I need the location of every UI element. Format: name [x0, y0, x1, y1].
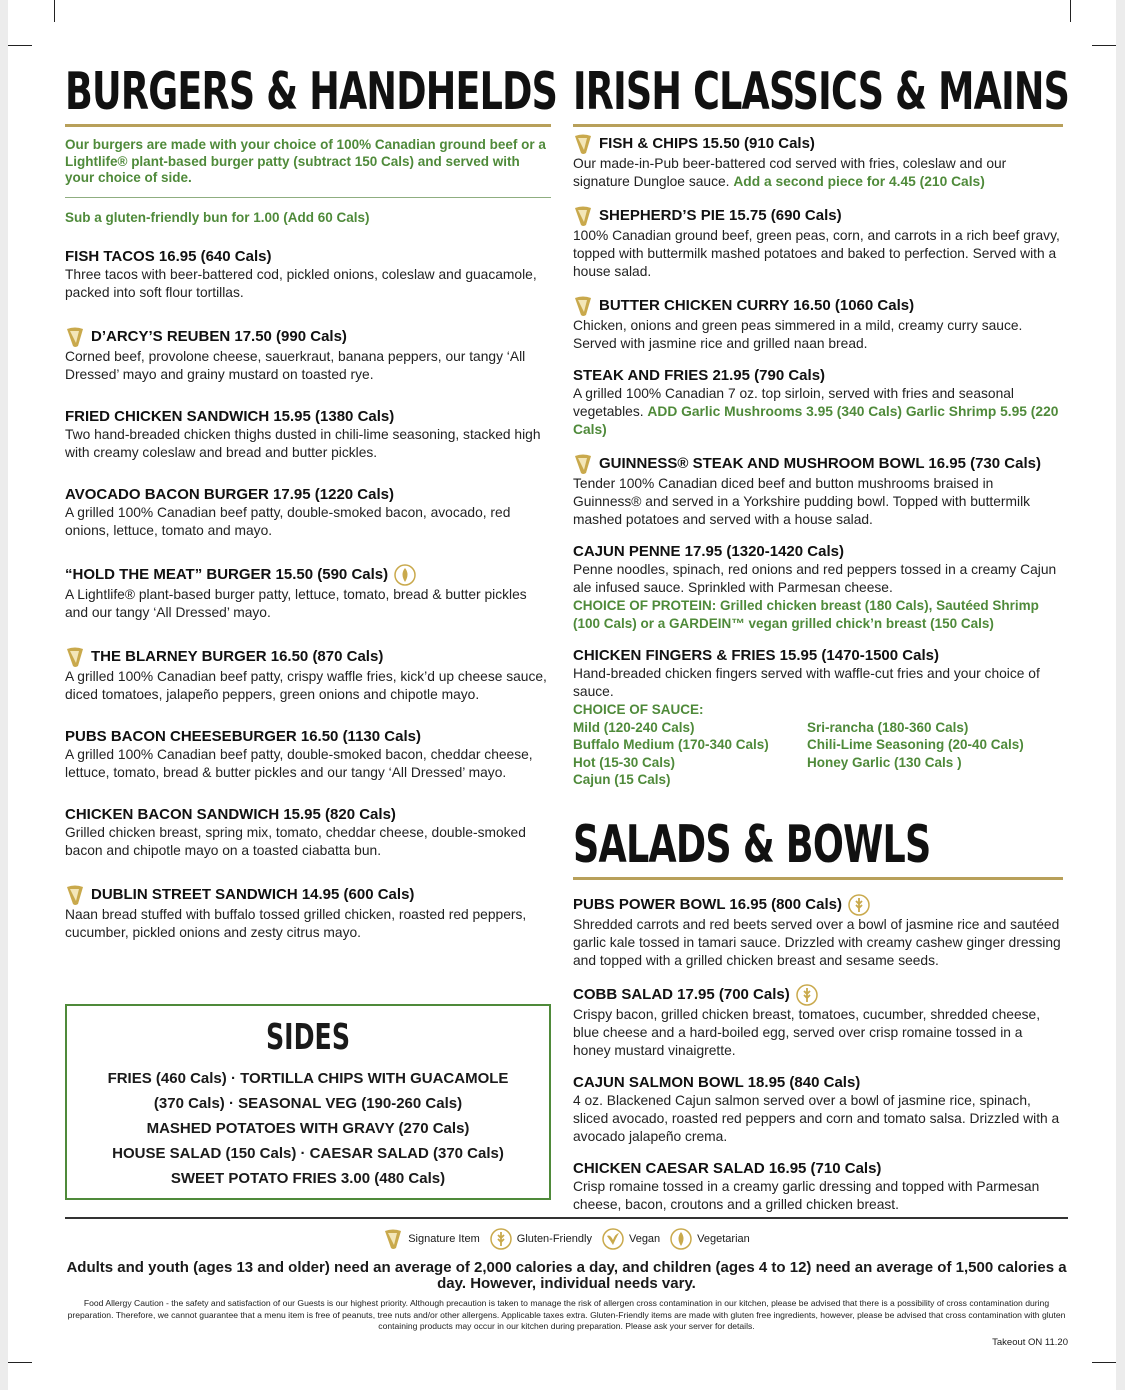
- menu-item: [573, 453, 1063, 529]
- menu-item: [65, 646, 551, 704]
- item-description: Penne noodles, spinach, red onions and red peppers tossed in a creamy Cajun ale infused sauce. Sprinkled with Parmesan cheese.: [573, 562, 1057, 595]
- divider: [573, 877, 1063, 880]
- item-description: Crispy bacon, grilled chicken breast, tomatoes, cucumber, shredded cheese, blue cheese and a hard-boiled egg, served over crisp romaine tossed in a honey mustard vinaigrette.: [573, 1006, 1041, 1058]
- sauce-option: Sri-rancha (180-360 Cals): [807, 719, 969, 735]
- irish-section: [573, 62, 1070, 1214]
- sides-line: HOUSE SALAD (150 Cals) · CAESAR SALAD (370 Cals): [112, 1145, 504, 1162]
- item-name: D’ARCY’S REUBEN 17.50 (990 Cals): [91, 328, 347, 345]
- section-title: IRISH CLASSICS & MAINS: [573, 62, 1070, 122]
- item-name: PUBS BACON CHEESEBURGER 16.50 (1130 Cals): [65, 728, 421, 745]
- sauce-option: Buffalo Medium (170-340 Cals): [573, 737, 769, 752]
- item-name: AVOCADO BACON BURGER 17.95 (1220 Cals): [65, 486, 394, 503]
- burgers-intro: Our burgers are made with your choice of 100% Canadian ground beef or a Lightlife® plant-based burger patty (subtract 150 Cals) and served with your choice of side.: [65, 137, 546, 185]
- crop-mark: [8, 1362, 32, 1363]
- item-name: CHICKEN BACON SANDWICH 15.95 (820 Cals): [65, 806, 396, 823]
- menu-item: [65, 564, 551, 622]
- menu-item: [573, 1160, 1063, 1214]
- menu-item: [65, 408, 551, 462]
- bun-note: Sub a gluten-friendly bun for 1.00 (Add 60 Cals): [65, 209, 370, 225]
- menu-item: [573, 647, 1063, 789]
- harp-icon: [65, 646, 85, 668]
- gluten-friendly-icon: [848, 894, 870, 916]
- sauce-option: Chili-Lime Seasoning (20-40 Cals): [807, 737, 1024, 752]
- item-name: THE BLARNEY BURGER 16.50 (870 Cals): [91, 648, 384, 665]
- item-description: Grilled chicken breast, spring mix, tomato, cheddar cheese, double-smoked bacon and chipotle mayo on a toasted ciabatta bun.: [65, 825, 526, 858]
- harp-icon: [573, 453, 593, 475]
- menu-code: Takeout ON 11.20: [992, 1336, 1068, 1348]
- item-description: A grilled 100% Canadian beef patty, double-smoked bacon, avocado, red onions, lettuce, tomato and mayo.: [65, 505, 511, 538]
- item-name: FISH TACOS 16.95 (640 Cals): [65, 248, 272, 265]
- menu-item: [573, 543, 1063, 633]
- sides-box: [65, 1004, 551, 1200]
- sauce-option: [807, 771, 1057, 789]
- item-description: A grilled 100% Canadian beef patty, double-smoked bacon, cheddar cheese, lettuce, tomato, bread & butter pickles and our tangy ‘All Dressed’ mayo.: [65, 747, 533, 780]
- item-name: PUBS POWER BOWL 16.95 (800 Cals): [573, 895, 842, 913]
- sauce-list: [573, 719, 1063, 789]
- item-name: GUINNESS® STEAK AND MUSHROOM BOWL 16.95 (730 Cals): [599, 455, 1041, 472]
- divider: [573, 124, 1063, 127]
- menu-item: [573, 984, 1063, 1060]
- gluten-friendly-icon: [796, 984, 818, 1006]
- gluten-friendly-icon: [490, 1228, 512, 1250]
- menu-item: [65, 728, 551, 782]
- item-name: FRIED CHICKEN SANDWICH 15.95 (1380 Cals): [65, 408, 395, 425]
- sauce-option: Hot (15-30 Cals): [573, 754, 676, 770]
- legend-label: Gluten-Friendly: [516, 1233, 592, 1245]
- menu-item: [573, 205, 1063, 281]
- menu-item: [65, 884, 551, 942]
- menu-item: [573, 133, 1063, 191]
- vegetarian-icon: [670, 1228, 692, 1250]
- item-name: SHEPHERD’S PIE 15.75 (690 Cals): [599, 207, 842, 224]
- item-description: Naan bread stuffed with buffalo tossed grilled chicken, roasted red peppers, cucumber, pickled onions and zesty citrus mayo.: [65, 907, 527, 940]
- sides-line: (370 Cals) · SEASONAL VEG (190-260 Cals): [153, 1095, 463, 1112]
- item-name: FISH & CHIPS 15.50 (910 Cals): [599, 135, 815, 152]
- harp-icon: [573, 133, 593, 155]
- item-addon: ADD Garlic Mushrooms 3.95 (340 Cals) Garlic Shrimp 5.95 (220 Cals): [573, 404, 1059, 437]
- item-name: COBB SALAD 17.95 (700 Cals): [573, 985, 790, 1003]
- menu-item: [65, 326, 551, 384]
- crop-mark: [8, 45, 32, 46]
- legend-label: Signature Item: [408, 1233, 480, 1245]
- sauce-option: Cajun (15 Cals): [573, 772, 671, 787]
- crop-mark: [1092, 1362, 1116, 1363]
- item-description: Crisp romaine tossed in a creamy garlic dressing and topped with Parmesan cheese, bacon, croutons and a grilled chicken breast.: [573, 1178, 1040, 1212]
- menu-item: [573, 367, 1063, 439]
- sauce-heading: CHOICE OF SAUCE:: [573, 702, 704, 717]
- item-name: “HOLD THE MEAT” BURGER 15.50 (590 Cals): [65, 566, 389, 583]
- calorie-note: Adults and youth (ages 13 and older) need an average of 2,000 calories a day, and children (ages 4 to 12) need an average of 1,500 calories a day. However, individual needs vary.: [66, 1259, 1067, 1292]
- item-description: A grilled 100% Canadian beef patty, crispy waffle fries, kick’d up cheese sauce, diced tomatoes, jalapeño peppers, green onions and chipotle mayo.: [65, 669, 547, 702]
- sauce-option: Honey Garlic (130 Cals ): [807, 754, 962, 770]
- allergy-disclaimer: Food Allergy Caution - the safety and satisfaction of our Guests is our highest priority. Although precaution is taken to manage the risk of allergen cross contamination in our kitchen, please be advised that there is a possibility of cross contamination during preparation. Therefore, we cannot guarantee that a menu item is free of peanuts, tree nuts and/or other allergens. Applicable taxes extra. Gluten-Friendly items are made with gluten free ingredients, however, please be advised that cross contamination with gluten containing products may occur in our kitchen during preparation. Please ask your server for details.: [67, 1298, 1066, 1331]
- legend-label: Vegetarian: [697, 1233, 750, 1245]
- icon-legend: [65, 1228, 1068, 1250]
- item-addon: Add a second piece for 4.45 (210 Cals): [733, 174, 985, 189]
- item-addon: CHOICE OF PROTEIN: Grilled chicken breast (180 Cals), Sautéed Shrimp (100 Cals) or a GARDEIN™ vegan grilled chick’n breast (150 Cals): [573, 598, 1039, 631]
- item-name: CAJUN SALMON BOWL 18.95 (840 Cals): [573, 1073, 861, 1091]
- menu-item: [573, 1074, 1063, 1146]
- item-description: 4 oz. Blackened Cajun salmon served over a bowl of jasmine rice, spinach, sliced avocado, roasted red peppers and corn and tomato salsa. Drizzled with a avocado jalapeño crema.: [573, 1092, 1060, 1144]
- menu-item: [573, 894, 1063, 970]
- burgers-section: [65, 62, 558, 962]
- item-name: BUTTER CHICKEN CURRY 16.50 (1060 Cals): [599, 297, 915, 314]
- item-description: Tender 100% Canadian diced beef and button mushrooms braised in Guinness® and served in a Yorkshire pudding bowl. Topped with buttermilk mashed potatoes and served with a house salad.: [573, 476, 1031, 527]
- divider: [65, 1217, 1068, 1219]
- harp-icon: [65, 884, 85, 906]
- legend-label: Vegan: [628, 1233, 661, 1245]
- menu-page: [8, 0, 1116, 1390]
- harp-icon: [573, 295, 593, 317]
- divider: [65, 124, 551, 127]
- menu-item: [573, 295, 1063, 353]
- item-description: A Lightlife® plant-based burger patty, lettuce, tomato, bread & butter pickles and our tangy ‘All Dressed’ mayo.: [65, 587, 527, 620]
- menu-item: [65, 248, 551, 302]
- menu-item: [65, 486, 551, 540]
- crop-mark: [1092, 45, 1116, 46]
- item-name: CHICKEN FINGERS & FRIES 15.95 (1470-1500 Cals): [573, 647, 939, 664]
- sides-line: MASHED POTATOES WITH GRAVY (270 Cals): [146, 1120, 470, 1137]
- footer: [65, 1217, 1068, 1348]
- crop-mark: [1070, 0, 1071, 22]
- vegetarian-icon: [394, 564, 416, 586]
- menu-item: [65, 806, 551, 860]
- section-title: SALADS & BOWLS: [573, 814, 931, 875]
- harp-icon: [383, 1228, 403, 1250]
- item-description: Three tacos with beer-battered cod, pickled onions, coleslaw and guacamole, packed into soft flour tortillas.: [65, 267, 537, 300]
- item-name: DUBLIN STREET SANDWICH 14.95 (600 Cals): [91, 886, 415, 903]
- crop-mark: [54, 0, 55, 22]
- item-description: A grilled 100% Canadian 7 oz. top sirloin, served with fries and seasonal vegetables.: [573, 386, 1014, 419]
- item-description: Corned beef, provolone cheese, sauerkraut, banana peppers, our tangy ‘All Dressed’ mayo and grainy mustard on toasted rye.: [65, 349, 526, 382]
- item-name: CHICKEN CAESAR SALAD 16.95 (710 Cals): [573, 1159, 882, 1177]
- item-description: Chicken, onions and green peas simmered in a mild, creamy curry sauce. Served with jasmine rice and grilled naan bread.: [573, 318, 1023, 351]
- item-description: 100% Canadian ground beef, green peas, corn, and carrots in a rich beef gravy, topped with buttermilk mashed potatoes and baked to perfection. Served with a house salad.: [573, 228, 1060, 279]
- divider: [65, 197, 551, 198]
- item-name: STEAK AND FRIES 21.95 (790 Cals): [573, 367, 826, 384]
- harp-icon: [573, 205, 593, 227]
- sides-line: FRIES (460 Cals) · TORTILLA CHIPS WITH GUACAMOLE: [107, 1070, 509, 1087]
- sauce-option: Mild (120-240 Cals): [573, 719, 695, 735]
- harp-icon: [65, 326, 85, 348]
- item-description: Two hand-breaded chicken thighs dusted in chili-lime seasoning, stacked high with creamy coleslaw and bread and butter pickles.: [65, 427, 541, 460]
- vegan-icon: [602, 1228, 624, 1250]
- item-description: Our made-in-Pub beer-battered cod served with fries, coleslaw and our signature Dungloe sauce.: [573, 156, 1007, 189]
- item-description: Shredded carrots and red beets served over a bowl of jasmine rice and sautéed garlic kale tossed in tamari sauce. Drizzled with creamy cashew ginger dressing and topped with a grilled chicken breast and sesame seeds.: [573, 916, 1061, 968]
- item-description: Hand-breaded chicken fingers served with waffle-cut fries and your choice of sauce.: [573, 666, 1040, 699]
- sides-title: SIDES: [265, 1017, 351, 1058]
- sides-line: SWEET POTATO FRIES 3.00 (480 Cals): [170, 1170, 446, 1187]
- item-name: CAJUN PENNE 17.95 (1320-1420 Cals): [573, 543, 844, 560]
- section-title: BURGERS & HANDHELDS: [65, 62, 558, 122]
